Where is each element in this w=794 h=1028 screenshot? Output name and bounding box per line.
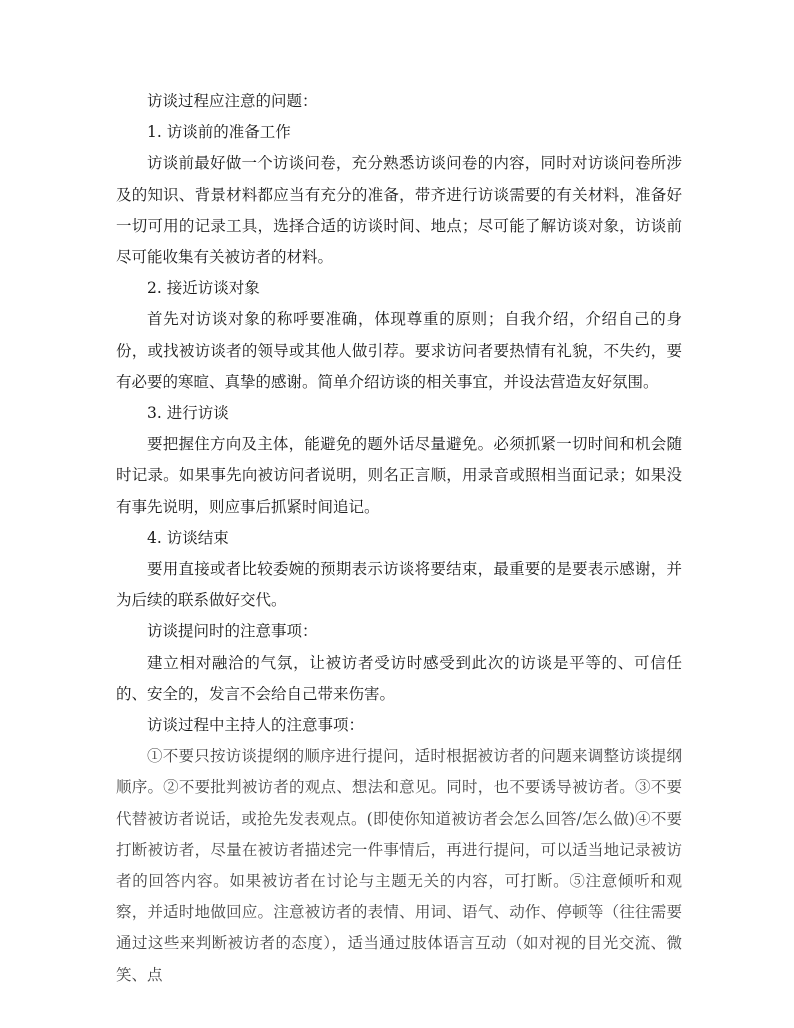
heading-host-notes: 访谈过程中主持人的注意事项： [147,716,365,735]
paragraph-conducting: 要把握住方向及主体，能避免的题外话尽量避免。必须抓紧一切时间和机会随时记录。如果事先向被访问者说明，则名正言顺，用录音或照相当面记录；如果没有事先说明，则应事后抓紧时间追记。 [116,435,682,516]
paragraph-approach: 首先对访谈对象的称呼要准确，体现尊重的原则；自我介绍，介绍自己的身份，或找被访谈者的领导或其他人做引荐。要求访问者要热情有礼貌，不失约，要有必要的寒暄、真挚的感谢。简单介绍访谈的相关事宜，并设法营造友好氛围。 [116,310,682,391]
heading-preparation: 1. 访谈前的准备工作 [147,123,291,142]
heading-conducting: 3. 进行访谈 [147,404,229,423]
paragraph-ending: 要用直接或者比较委婉的预期表示访谈将要结束，最重要的是要表示感谢，并为后续的联系做好交代。 [116,560,682,610]
document-body [116,86,682,991]
heading-questioning: 访谈提问时的注意事项： [147,622,318,641]
heading-ending: 4. 访谈结束 [147,528,229,547]
paragraph-host-notes: ①不要只按访谈提纲的顺序进行提问，适时根据被访者的问题来调整访谈提纲顺序。②不要批判被访者的观点、想法和意见。同时，也不要诱导被访者。③不要代替被访者说话，或抢先发表观点。(即使你知道被访者会怎么回答/怎么做)④不要打断被访者，尽量在被访者描述完一件事情后，再进行提问，可以适当地记录被访者的回答内容。如果被访者在讨论与主题无关的内容，可打断。⑤注意倾听和观察，并适时地做回应。注意被访者的表情、用词、语气、动作、停顿等（往往需要通过这些来判断被访者的态度），适当通过肢体语言互动（如对视的目光交流、微笑、点 [116,747,682,984]
paragraph-preparation: 访谈前最好做一个访谈问卷，充分熟悉访谈问卷的内容，同时对访谈问卷所涉及的知识、背景材料都应当有充分的准备，带齐进行访谈需要的有关材料，准备好一切可用的记录工具，选择合适的访谈时间、地点；尽可能了解访谈对象，访谈前尽可能收集有关被访者的材料。 [116,154,682,267]
heading-approach: 2. 接近访谈对象 [147,279,260,298]
paragraph-questioning: 建立相对融洽的气氛，让被访者受访时感受到此次的访谈是平等的、可信任的、安全的，发言不会给自己带来伤害。 [116,653,682,703]
section-title: 访谈过程应注意的问题： [147,92,318,110]
